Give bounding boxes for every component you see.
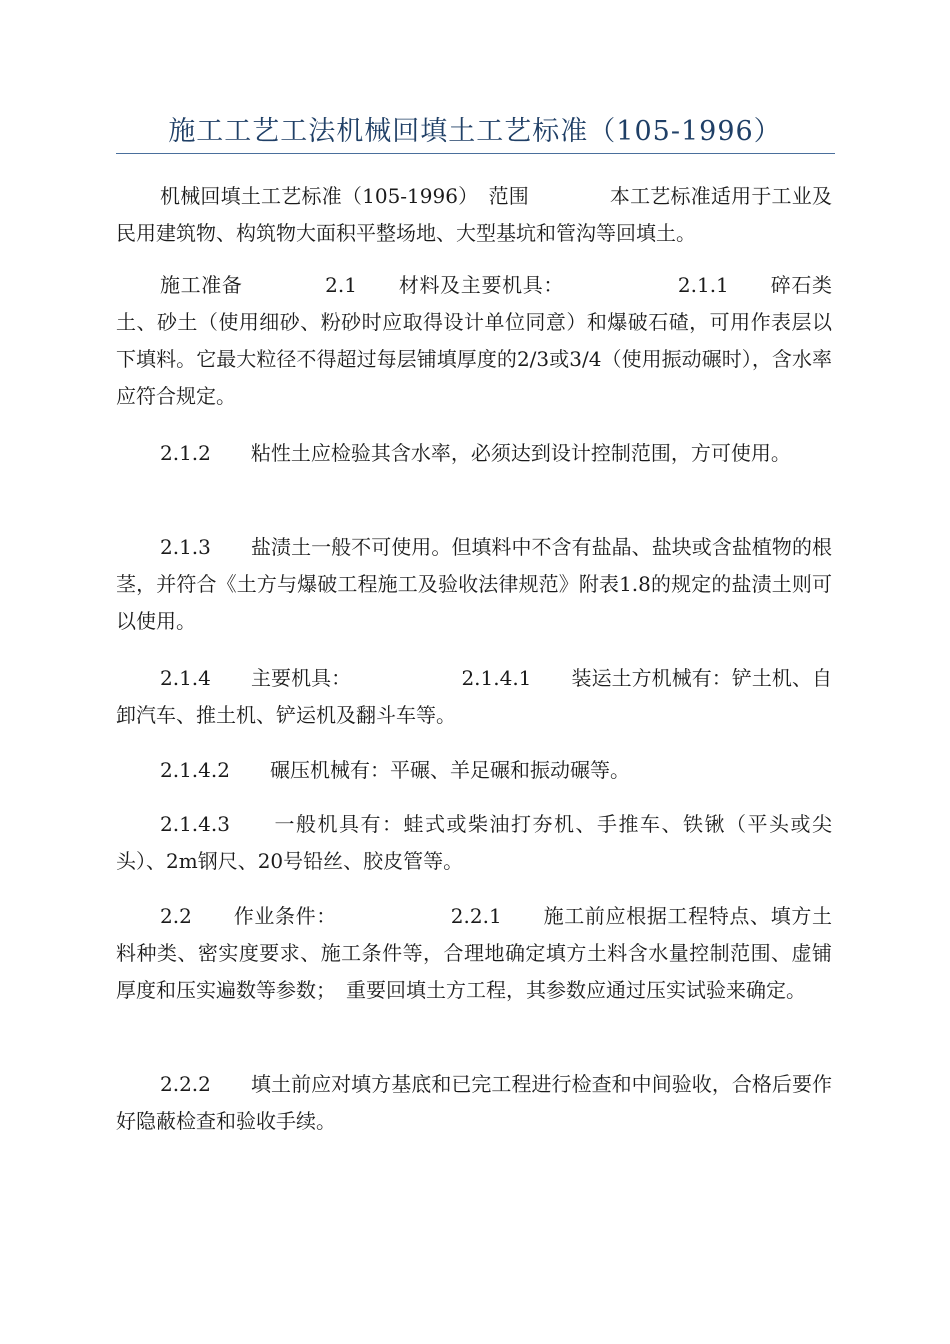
paragraph-scope: 机械回填土工艺标准（105-1996） 范围 本工艺标准适用于工业及民用建筑物、构筑物大面积平整场地、大型基坑和管沟等回填土。 [116,184,832,245]
paragraph-2-1-4-3: 2.1.4.3 一般机具有：蛙式或柴油打夯机、手推车、铁锹（平头或尖头）、2m钢尺、20号铅丝、胶皮管等。 [116,812,832,873]
paragraph-2-1-3: 2.1.3 盐渍土一般不可使用。但填料中不含有盐晶、盐块或含盐植物的根茎，并符合《土方与爆破工程施工及验收法律规范》附表1.8的规定的盐渍土则可以使用。 [116,535,832,633]
paragraph-2-2-2: 2.2.2 填土前应对填方基底和已完工程进行检查和中间验收，合格后要作好隐蔽检查和验收手续。 [116,1072,832,1133]
paragraph-2-1-2: 2.1.2 粘性土应检验其含水率，必须达到设计控制范围，方可使用。 [160,441,791,465]
paragraph-preparation-materials: 施工准备 2.1 材料及主要机具： 2.1.1 碎石类土、砂土（使用细砂、粉砂时应取得设计单位同意）和爆破石碴，可用作表层以下填料。它最大粒径不得超过每层铺填厚度的2/3或3/4（使用振动碾时），含水率应符合规定。 [116,273,832,408]
paragraph-2-1-4-2: 2.1.4.2 碾压机械有：平碾、羊足碾和振动碾等。 [160,758,630,782]
paragraph-2-1-4: 2.1.4 主要机具： 2.1.4.1 装运土方机械有：铲土机、自卸汽车、推土机、铲运机及翻斗车等。 [116,666,832,727]
document-title: 施工工艺工法机械回填土工艺标准（105-1996） [168,116,782,147]
paragraph-2-2: 2.2 作业条件： 2.2.1 施工前应根据工程特点、填方土料种类、密实度要求、施工条件等，合理地确定填方土料含水量控制范围、虚铺厚度和压实遍数等参数； 重要回填土方工程，其参数应通过压实试验来确定。 [116,904,832,1002]
title-underline [116,153,835,154]
